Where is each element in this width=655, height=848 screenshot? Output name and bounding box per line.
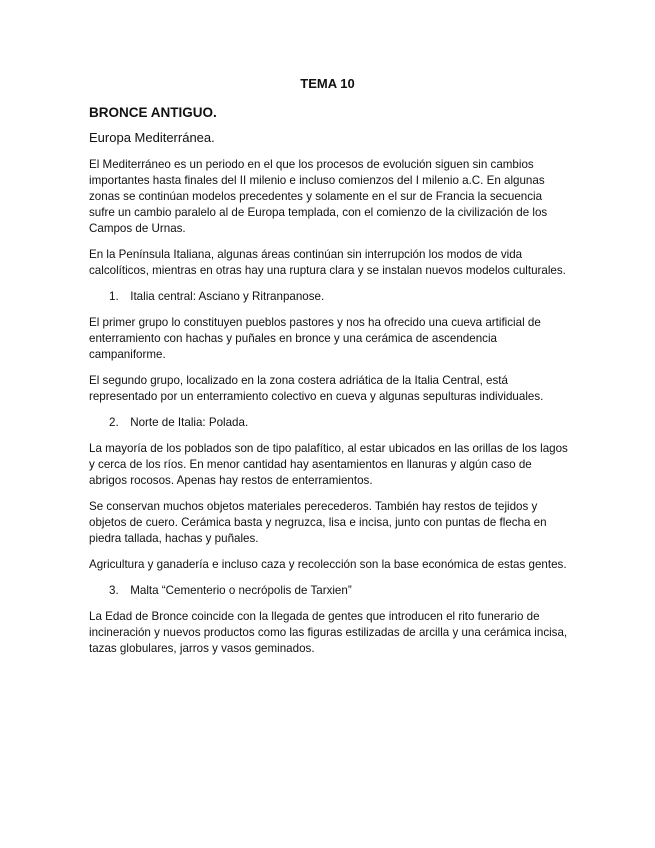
document-title: TEMA 10 bbox=[300, 76, 355, 91]
list-text-2: Norte de Italia: Polada. bbox=[130, 416, 249, 429]
paragraph-4: El segundo grupo, localizado en la zona costera adriática de la Italia Central, está representado por un enterramiento colectivo en cueva y algunas sepulturas individuales. bbox=[89, 374, 544, 403]
list-item-1 bbox=[89, 289, 569, 305]
list-item-2 bbox=[89, 415, 569, 431]
list-number-1: 1. bbox=[109, 290, 119, 303]
document-body bbox=[89, 157, 569, 667]
paragraph-3: El primer grupo lo constituyen pueblos pastores y nos ha ofrecido una cueva artificial de enterramiento con hachas y puñales en bronce y una cerámica de ascendencia campaniforme. bbox=[89, 316, 541, 361]
paragraph-8: La Edad de Bronce coincide con la llegada de gentes que introducen el rito funerario de incineración y nuevos productos como las figuras estilizadas de arcilla y una cerámica incisa, tazas globulares, jarros y vasos geminados. bbox=[89, 610, 568, 655]
section-heading: BRONCE ANTIGUO. bbox=[89, 105, 217, 120]
list-number-2: 2. bbox=[109, 416, 119, 429]
section-subheading: Europa Mediterránea. bbox=[89, 130, 215, 145]
list-text-3: Malta “Cementerio o necrópolis de Tarxien” bbox=[130, 584, 352, 597]
paragraph-7: Agricultura y ganadería e incluso caza y recolección son la base económica de estas gentes. bbox=[89, 558, 567, 571]
list-text-1: Italia central: Asciano y Ritranpanose. bbox=[130, 290, 325, 303]
paragraph-6: Se conservan muchos objetos materiales perecederos. También hay restos de tejidos y objetos de cuero. Cerámica basta y negruzca, lisa e incisa, junto con puntas de flecha en piedra tallada, hachas y puñales. bbox=[89, 500, 547, 545]
list-item-3 bbox=[89, 583, 569, 599]
paragraph-5: La mayoría de los poblados son de tipo palafítico, al estar ubicados en las orillas de los lagos y cerca de los ríos. En menor cantidad hay asentamientos en llanuras y algún caso de abrigos rocosos. Apenas hay restos de enterramientos. bbox=[89, 442, 568, 487]
paragraph-1: El Mediterráneo es un periodo en el que los procesos de evolución siguen sin cambios importantes hasta finales del II milenio e incluso comienzos del I milenio a.C. En algunas zonas se continúan modelos precedentes y solamente en el sur de Francia la secuencia sufre un cambio paralelo al de Europa templada, con el comienzo de la civilización de los Campos de Urnas. bbox=[89, 158, 548, 235]
paragraph-2: En la Península Italiana, algunas áreas continúan sin interrupción los modos de vida calcolíticos, mientras en otras hay una ruptura clara y se instalan nuevos modelos culturales. bbox=[89, 248, 566, 277]
list-number-3: 3. bbox=[109, 584, 119, 597]
